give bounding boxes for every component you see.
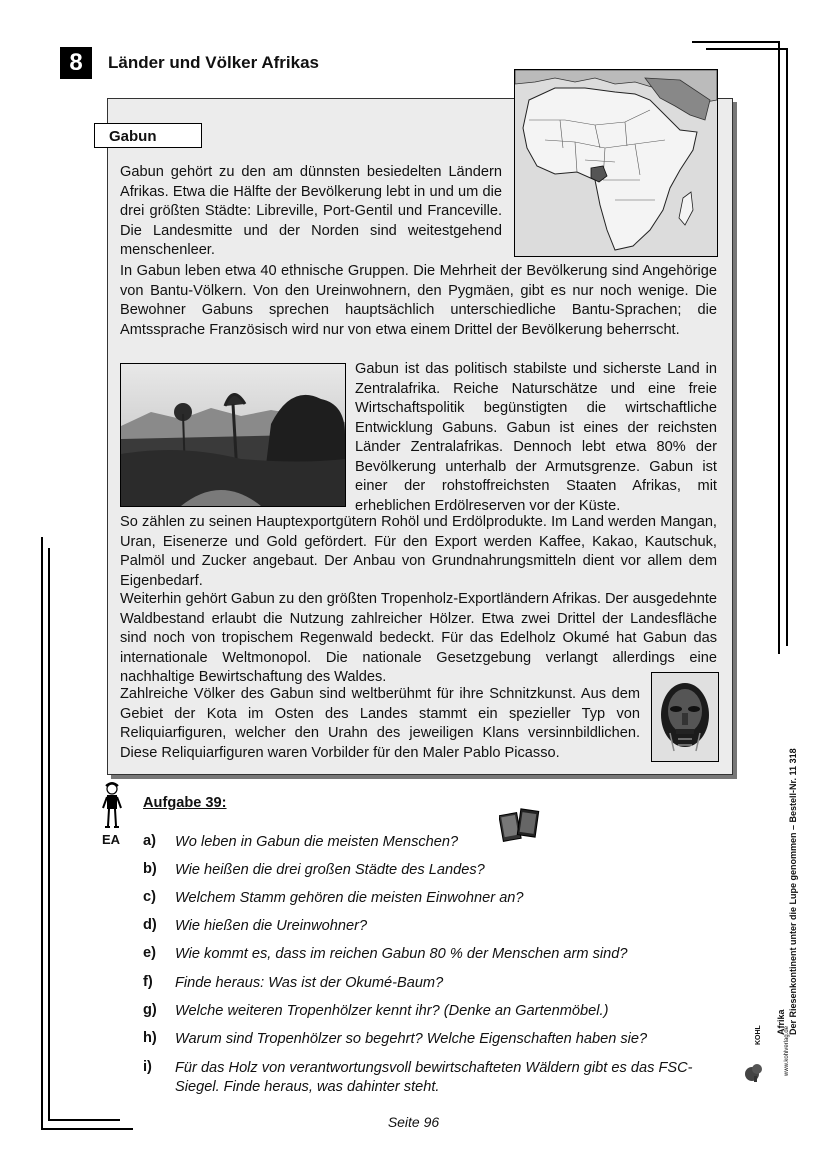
frame-line-top-right-v2 xyxy=(786,48,788,646)
question-letter-a: a) xyxy=(143,833,156,849)
work-mode-label: EA xyxy=(102,832,121,847)
paragraph-economy: Gabun ist das politisch stabilste und sicherste Land in Zentralafrika. Reiche Naturschätze und eine freie Wirtschaftspolitik begünstigten die wirtschaftliche Entwicklung Gabuns. Gabun ist eines der reichsten Länder Zentralafrikas. Dennoch lebt etwa 80% der Bevölkerung unterhalb der Armutsgrenze. Gabun ist einer der rohstoffreichsten Staaten Afrikas, mit erheblichen Erdölreserven vor der Küste. xyxy=(355,361,717,514)
frame-line-top-right-v1 xyxy=(778,41,780,654)
page-title: Länder und Völker Afrikas xyxy=(108,53,319,72)
question-text-e: Wie kommt es, dass im reichen Gabun 80 % der Menschen arm sind? xyxy=(175,946,628,962)
question-text-f: Finde heraus: Was ist der Okumé-Baum? xyxy=(175,975,444,991)
publisher-url: www.kohlverlag.de xyxy=(784,1025,790,1076)
question-text-d: Wie hießen die Ureinwohner? xyxy=(175,918,368,934)
side-book-title: Der Riesenkontinent unter die Lupe genommen – Bestell-Nr. 11 318 xyxy=(788,748,798,1035)
question-letter-b: b) xyxy=(143,861,157,877)
chapter-number: 8 xyxy=(60,47,92,79)
paragraph-ethnic-groups: In Gabun leben etwa 40 ethnische Gruppen. Die Mehrheit der Bevölkerung sind Angehörige von Bantu-Völkern. Von den Ureinwohnern, den Pygmäen, gibt es nur noch wenige. Die Bewohner Gabuns sprechen hauptsächlich unterschiedliche Bantu-Sprachen; die Amtssprache Französisch wird nur von etwa einem Drittel der Bevölkerung beherrscht. xyxy=(120,263,717,338)
question-text-i: Für das Holz von verantwortungsvoll bewirtschafteten Wäldern gibt es das FSC-Siegel. Finde heraus, was dahinter steht. xyxy=(175,1060,693,1095)
question-letter-h: h) xyxy=(143,1030,157,1046)
paragraph-exports: So zählen zu seinen Hauptexportgütern Rohöl und Erdölprodukte. Im Land werden Mangan, Uran, Eisenerze und Gold gefördert. Für den Export werden Kaffee, Kakao, Kautschuk, Palmöl und Zucker angebaut. Der Anbau von Grundnahrungsmitteln dient vor allem dem Eigenbedarf. xyxy=(120,514,717,589)
rainforest-photo xyxy=(120,363,346,507)
question-letter-g: g) xyxy=(143,1002,157,1018)
question-text-h: Warum sind Tropenhölzer so begehrt? Welche Eigenschaften haben sie? xyxy=(175,1031,648,1047)
frame-line-top-right-h2 xyxy=(706,48,788,50)
student-figure-icon xyxy=(101,782,123,832)
task-heading: Aufgabe 39: xyxy=(143,795,227,811)
paragraph-intro: Gabun gehört zu den am dünnsten besiedelten Ländern Afrikas. Etwa die Hälfte der Bevölkerung lebt in und um die drei größten Städte: Libreville, Port-Gentil und Franceville. Die Landesmitte und der Norden sind weitestgehend menschenleer. xyxy=(120,164,502,258)
question-text-b: Wie heißen die drei großen Städte des Landes? xyxy=(175,862,485,878)
question-text-g: Welche weiteren Tropenhölzer kennt ihr? (Denke an Gartenmöbel.) xyxy=(175,1003,609,1019)
frame-line-bottom-left-v1 xyxy=(41,537,43,1130)
paragraph-carving-art: Zahlreiche Völker des Gabun sind weltberühmt für ihre Schnitzkunst. Aus dem Gebiet der Kota im Osten des Landes stammt ein spezieller Typ von Reliquiarfiguren, welcher den Urahn des jeweiligen Klans versinnbildlichen. Diese Reliquiarfiguren waren Vorbilder für den Maler Pablo Picasso. xyxy=(120,686,640,761)
side-series-title: Afrika xyxy=(776,1009,786,1035)
question-text-c: Welchem Stamm gehören die meisten Einwohner an? xyxy=(175,890,524,906)
kota-mask-image xyxy=(651,672,719,762)
frame-line-bottom-left-v2 xyxy=(48,548,50,1121)
paragraph-tropical-wood: Weiterhin gehört Gabun zu den größten Tropenholz-Exportländern Afrikas. Der ausgedehnte Waldbestand erlaubt die Nutzung zahlreicher Hölzer. Etwa zwei Drittel der Landesfläche sind noch von tropischem Regenwald bedeckt. Für das Edelholz Okumé hat Gabun das internationale Weltmonopol. Die nationale Gesetzgebung verlangt allerdings eine nachhaltige Bewirtschaftung des Waldes. xyxy=(120,591,717,685)
question-letter-c: c) xyxy=(143,889,156,905)
page-number: Seite 96 xyxy=(387,1114,440,1130)
question-letter-f: f) xyxy=(143,974,153,990)
question-letter-d: d) xyxy=(143,917,157,933)
question-letter-i: i) xyxy=(143,1059,152,1075)
question-text-a: Wo leben in Gabun die meisten Menschen? xyxy=(175,834,459,850)
section-tag: Gabun xyxy=(94,123,202,148)
africa-map xyxy=(514,69,718,257)
question-letter-e: e) xyxy=(143,945,156,961)
publisher-name: KOHL xyxy=(755,1025,762,1045)
frame-line-top-right-h1 xyxy=(692,41,780,43)
